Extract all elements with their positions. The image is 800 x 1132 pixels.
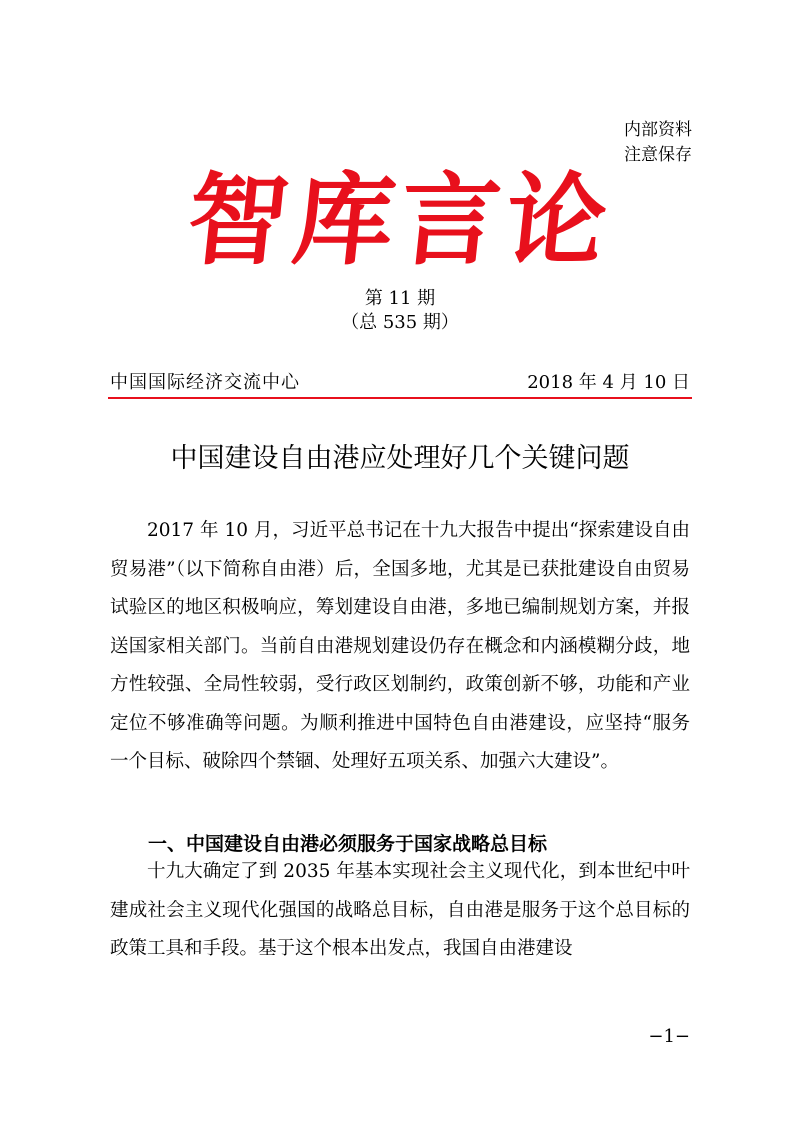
organization-name: 中国国际经济交流中心 [110,372,300,393]
issue-info [0,287,800,335]
paragraph-section-1: 十九大确定了到 2035 年基本实现社会主义现代化，到本世纪中叶建成社会主义现代化强国的战略总目标，自由港是服务于这个总目标的政策工具和手段。基于这个根本出发点，我国自由港建设 [110,861,690,959]
page-number: −1− [648,1026,690,1047]
issue-total: （总 535 期） [341,312,459,333]
publication-date: 2018 年 4 月 10 日 [527,372,690,393]
issue-number: 第 11 期 [364,288,436,309]
classification-line-internal: 内部资料 [624,120,692,140]
section-heading: 一、中国建设自由港必须服务于国家战略总目标 [148,833,548,855]
article-title: 中国建设自由港应处理好几个关键问题 [170,443,630,474]
publisher-line [110,371,690,395]
classification-line-confidential: 注意保存 [624,145,692,165]
masthead-title: 智库言论 [181,161,619,279]
header-divider [108,397,692,399]
paragraph-intro: 2017 年 10 月，习近平总书记在十九大报告中提出“探索建设自由贸易港”（以下简称自由港）后，全国多地，尤其是已获批建设自由贸易试验区的地区积极响应，筹划建设自由港，多地已编制规划方案，并报送国家相关部门。当前自由港规划建设仍存在概念和内涵模糊分歧，地方性较强、全局性较弱，受行政区划制约，政策创新不够，功能和产业定位不够准确等问题。为顺利推进中国特色自由港建设，应坚持“服务一个目标、破除四个禁锢、处理好五项关系、加强六大建设”。 [110,520,690,772]
